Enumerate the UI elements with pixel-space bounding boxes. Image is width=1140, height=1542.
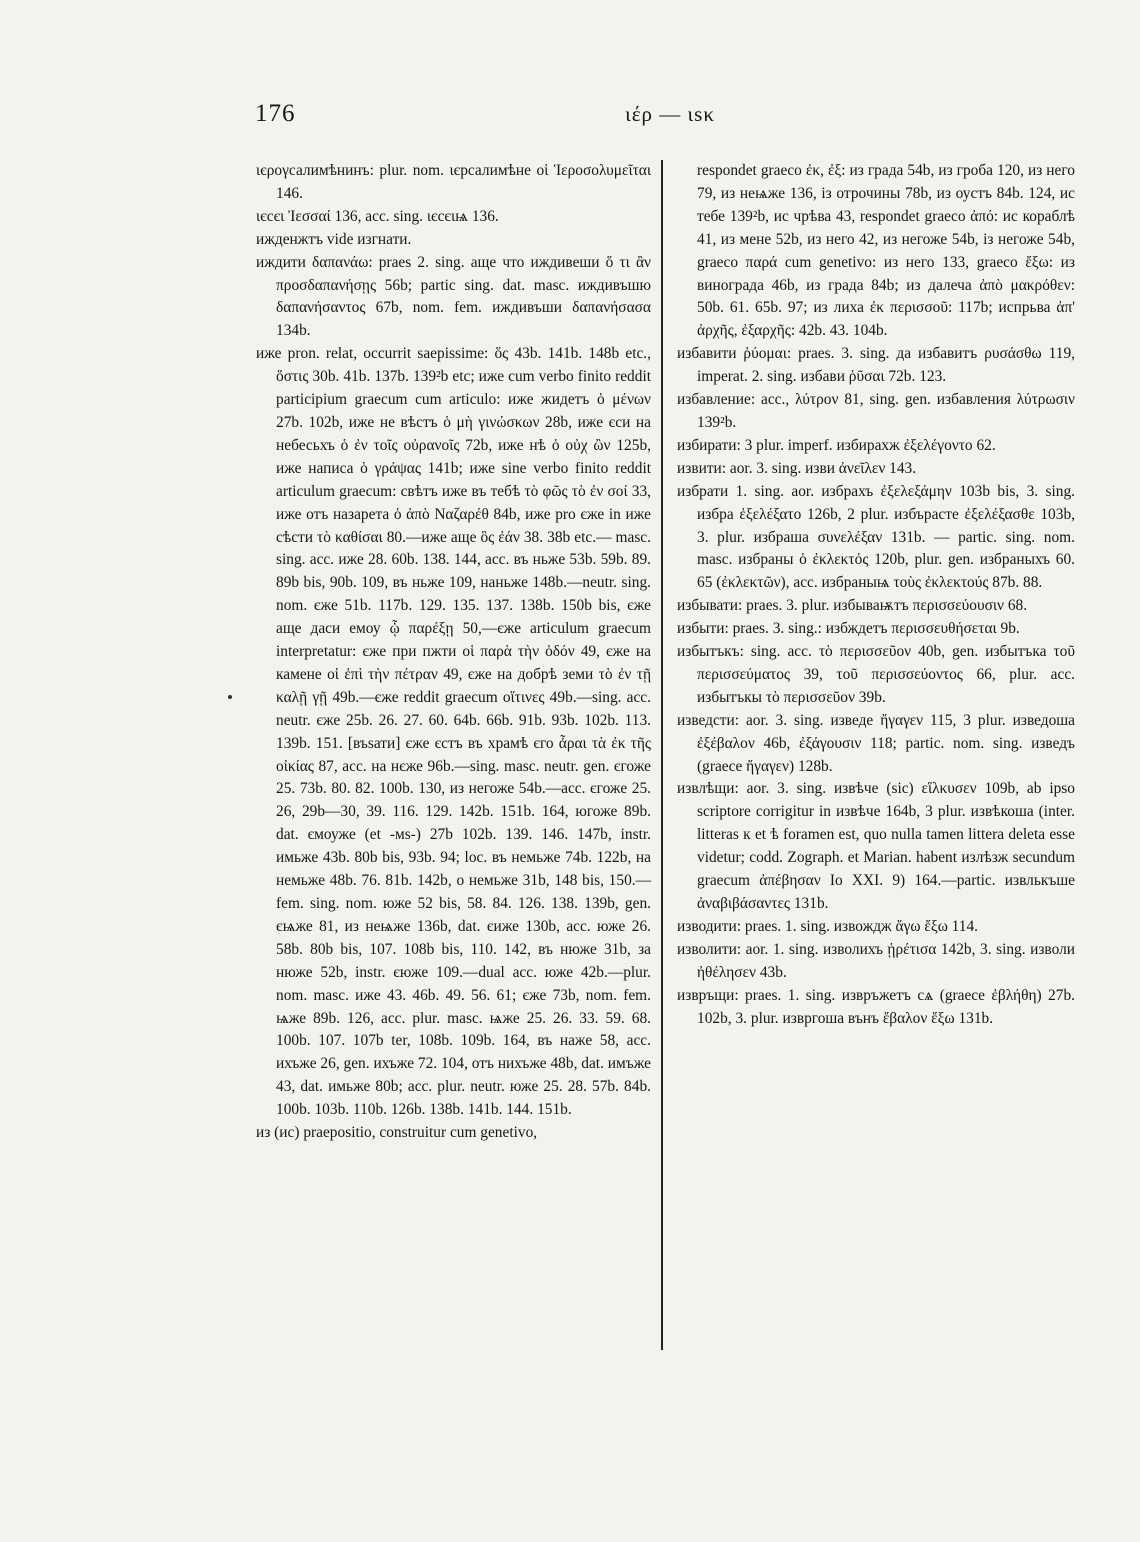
dictionary-entry: иждити δαπανάω: praes 2. sing. аще что иждивеши ὅ τι ἂν προσδαπανήσῃς 56b; partic sing. dat. masc. иждивъшю δαπανήσαντος 67b, nom. fem. иждивъши δαπανήσασα 134b. xyxy=(256,253,651,340)
dictionary-entry: из (ис) praepositio, construitur cum genetivo, xyxy=(256,1124,538,1142)
dictionary-entry: избирати: 3 plur. imperf. избирахж ἐξελέγοντο 62. xyxy=(677,436,996,454)
dictionary-entry: изводити: praes. 1. sing. извождж ἄγω ἔξω 114. xyxy=(677,917,979,935)
margin-mark xyxy=(228,695,232,699)
dictionary-entry: избытъкъ: sing. acc. τὸ περισσεῦον 40b, gen. избытъка τοῦ περισσεύματος 39, τοῦ περισσεύοντος 66, plur. acc. избытъкы τὸ περισσεῦον 39b. xyxy=(677,643,1075,706)
dictionary-entry: избавление: acc., λύτρον 81, sing. gen. избавления λύτρωσιν 139²b. xyxy=(677,391,1075,431)
dictionary-entry: извръщи: praes. 1. sing. извръжетъ сѧ (graece ἐβλήθη) 27b. 102b, 3. plur. извргоша вънъ ἔβαλον ἔξω 131b. xyxy=(677,986,1075,1027)
dictionary-entry: изволити: aor. 1. sing. изволихъ ᾑρέτισα 142b, 3. sing. изволи ἠθέλησεν 43b. xyxy=(677,940,1075,981)
dictionary-entry: избыти: praes. 3. sing.: избждетъ περισσευθήσεται 9b. xyxy=(677,620,1020,638)
dictionary-entry-continuation: respondet graeco ἐκ, ἐξ: из града 54b, из гроба 120, из него 79, из неѩже 136, із отрочины 78b, из оустъ 84b. 124, ис тебе 139²b, ис чрѣва 43, respondet graeco ἀπό: ис кораблѣ 41, из мене 52b, из него 42, из негоже 54b, із негоже 54b, graeco παρά cum genetivo: из него 133, graeco ἔξω: из винограда 46b, из града 84b; из далеча ἀπὸ μακρόθεν: 50b. 61. 65b. 97; из лиха ἐκ περισσοῦ: 117b; испрьва ἀπ' ἀρχῆς, ἐξαρχῆς: 42b. 43. 104b. xyxy=(697,162,1075,340)
dictionary-entry: ιєсєι Ἰεσσαί 136, acc. sing. ιєсєιѩ 136. xyxy=(256,207,499,225)
right-column xyxy=(677,160,1075,1030)
dictionary-entry: ижденжтъ vide изгнати. xyxy=(256,230,412,248)
dictionary-entry: изведсти: aor. 3. sing. изведе ἤγαγεν 115, 3 plur. изведоша ἐξέβαλον 46b, ἐξάγουσιν 118; partic. nom. sing. изведъ (graece ἤγαγεν) 128b. xyxy=(677,711,1075,775)
page-number: 176 xyxy=(255,100,296,127)
running-head: ιέρ — ιѕκ xyxy=(625,102,715,126)
dictionary-entry: ιєρογсалимѣнинъ: plur. nom. ιєрсалимѣне οἱ Ἱεροσολυμεῖται 146. xyxy=(256,162,651,202)
dictionary-entry: извлѣщи: aor. 3. sing. извѣче (sic) εἵλκυσεν 109b, ab ipso scriptore corrigitur in извѣче 164b, 3 plur. извѣкоша (inter. litteras к et ѣ foramen est, quo nulla tamen littera deleta esse videtur; codd. Zograph. et Marian. habent излѣзж secundum graecum ἀπέβησαν Io XXI. 9) 164.—partic. извлькъше ἀναβιβάσαντες 131b. xyxy=(677,780,1075,912)
left-column xyxy=(256,160,651,1145)
column-divider xyxy=(661,160,663,1350)
dictionary-entry: избрати 1. sing. aor. избрахъ ἐξελεξάμην 103b bis, 3. sing. избра ἐξελέξατο 126b, 2 plur. избърасте ἐξελέξασθε 103b, 3. plur. избраша συνελέξαν 131b. — partic. sing. nom. masc. избраны ὁ ἐκλεκτός 120b, plur. gen. избраныхъ 60. 65 (ἐκλεκτῶν), acc. избраныѩ τοὺς ἐκλεκτούς 87b. 88. xyxy=(677,482,1075,592)
dictionary-entry: извити: aor. 3. sing. изви ἀνεῖλεν 143. xyxy=(677,459,917,477)
dictionary-entry: избывати: praes. 3. plur. избываѭтъ περισσεύουσιν 68. xyxy=(677,597,1028,615)
dictionary-entry: иже pron. relat, occurrit saepissime: ὅς 43b. 141b. 148b etc., ὅστις 30b. 41b. 137b. 139²b etc; иже cum verbo finito reddit participium graecum cum articulo: иже жидетъ ὁ μένων 27b. 102b, иже не вѣстъ ὁ μὴ γινώσκων 28b, иже єси на небесьхъ ὁ ἐν τοῖς οὐρανοῖς 72b, иже нѣ ὁ οὐχ ὢν 125b, иже написа ὁ γράψας 141b; иже sine verbo finito reddit articulum graecum: свѣтъ иже въ тебѣ τὸ φῶς τὸ ἐν σοί 33, иже отъ назарета ὁ ἀπὸ Ναζαρέθ 84b, иже pro єже in иже сѣсти τὸ καθίσαι 80.—иже аще ὃς ἐάν 38. 38b etc.— masc. sing. acc. иже 28. 60b. 138. 144, acc. въ ньже 53b. 59b. 89. 89b bis, 90b. 109, въ ньже 109, наньже 148b.—neutr. sing. nom. єже 51b. 117b. 129. 135. 137. 138b. 150b bis, єже аще даси емоу ᾧ παρέξῃ 50,—єже articulum graecum interpretatur: єже при пжти οἱ παρὰ τὴν ὁδόν 49, єже на камене οἱ ἐπὶ τὴν πέτραν 49, єже на добрѣ земи τὸ ἐν τῇ καλῇ γῇ 49b.—єже reddit graecum οἵτινες 49b.—sing. acc. neutr. єже 25b. 26. 27. 60. 64b. 66b. 91b. 93b. 102b. 113. 139b. 151. [въѕати] єже єстъ въ храмѣ єго ἆραι τὰ ἐκ τῆς οἰκίας 87, acc. на нєже 96b.—sing. masc. neutr. gen. єгоже 25. 73b. 80. 82. 100b. 130, из негоже 54b.—acc. єгоже 25. 26, 29b—30, 39. 116. 129. 142b. 151b. 164, югоже 89b. dat. ємоуже (et -мѕ-) 27b 102b. 139. 146. 147b, instr. имьже 43b. 80b bis, 93b. 94; loc. въ немьже 74b. 122b, на немьже 48b. 76. 81b. 142b, о немьже 31b, 148 bis, 150.—fem. sing. nom. юже 52 bis, 58. 84. 126. 138. 139b, gen. єѩже 81, из неѩже 136b, dat. єиже 130b, acc. юже 26. 58b. 80b bis, 107. 108b bis, 110. 142, въ нюже 31b, за нюже 52b, instr. єюже 109.—dual acc. юже 42b.—plur. nom. masc. иже 43. 46b. 49. 56. 61; єже 73b, nom. fem. ѩже 89b. 126, acc. plur. masc. ѩже 25. 26. 33. 59. 68. 100b. 107. 107b ter, 108b. 109b. 164, въ наже 58, acc. ихъже 26, gen. ихъже 72. 104, отъ нихъже 48b, dat. имъже 43, dat. имьже 80b; acc. plur. neutr. юже 25. 28. 57b. 84b. 100b. 103b. 110b. 126b. 138b. 141b. 144. 151b. xyxy=(256,345,651,1119)
dictionary-entry: избавити ῥύομαι: praes. 3. sing. да избавитъ ρυσάσθω 119, imperat. 2. sing. избави ῥῦσαι 72b. 123. xyxy=(677,345,1075,386)
page-header xyxy=(255,100,1085,140)
